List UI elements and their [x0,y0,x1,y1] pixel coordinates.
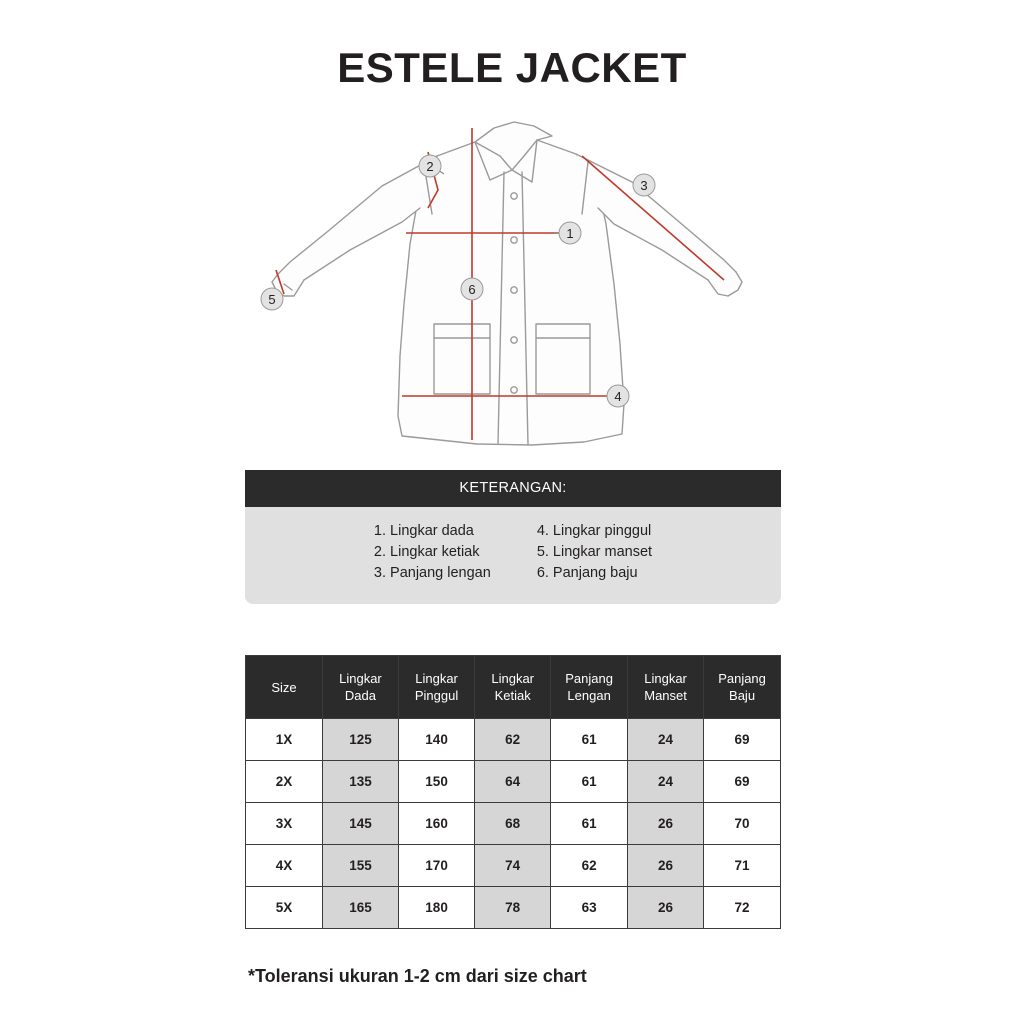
cell-panjang-baju: 71 [704,845,781,887]
column-header-lingkar-pinggul: Lingkar Pinggul [398,656,474,719]
cell-panjang-lengan: 61 [551,803,628,845]
cell-lingkar-ketiak: 68 [475,803,551,845]
cell-panjang-baju: 72 [704,887,781,929]
keterangan-item: 4. Lingkar pinggul [536,523,652,539]
callout-5 [261,288,283,310]
cell-lingkar-pinggul: 180 [398,887,474,929]
cell-lingkar-dada: 145 [322,803,398,845]
table-row [246,761,781,803]
cell-size: 1X [246,719,323,761]
cell-panjang-lengan: 61 [551,761,628,803]
cell-lingkar-ketiak: 74 [475,845,551,887]
table-header-row [246,656,781,719]
table-row [246,719,781,761]
column-header-lingkar-manset: Lingkar Manset [628,656,704,719]
cell-size: 3X [246,803,323,845]
keterangan-item: 3. Panjang lengan [373,565,491,581]
callout-2 [419,155,441,177]
tolerance-note: *Toleransi ukuran 1-2 cm dari size chart [248,966,587,986]
keterangan-item: 1. Lingkar dada [373,523,474,539]
cell-panjang-baju: 70 [704,803,781,845]
column-header-lingkar-ketiak: Lingkar Ketiak [475,656,551,719]
callout-5-label: 5 [268,292,276,307]
cell-lingkar-pinggul: 140 [398,719,474,761]
cell-size: 2X [246,761,323,803]
keterangan-item: 5. Lingkar manset [536,544,653,560]
keterangan-item: 6. Panjang baju [536,565,638,581]
cell-size: 4X [246,845,323,887]
cell-lingkar-pinggul: 170 [398,845,474,887]
cell-panjang-lengan: 61 [551,719,628,761]
callout-6-label: 6 [468,282,476,297]
cell-panjang-lengan: 62 [551,845,628,887]
cell-lingkar-manset: 26 [628,845,704,887]
keterangan-panel [245,470,781,604]
column-header-panjang-lengan: Panjang Lengan [551,656,628,719]
cell-lingkar-manset: 26 [628,887,704,929]
callout-6 [461,278,483,300]
callout-1-label: 1 [566,226,574,241]
column-header-panjang-baju: Panjang Baju [704,656,781,719]
keterangan-column-right [537,521,652,584]
column-header-size: Size [246,656,323,719]
cell-lingkar-dada: 165 [322,887,398,929]
cell-lingkar-ketiak: 62 [475,719,551,761]
column-header-lingkar-dada: Lingkar Dada [322,656,398,719]
callout-4-label: 4 [614,389,622,404]
cell-size: 5X [246,887,323,929]
keterangan-column-left [374,521,491,584]
callout-4 [607,385,629,407]
cell-lingkar-pinggul: 150 [398,761,474,803]
cell-panjang-lengan: 63 [551,887,628,929]
page-title: ESTELE JACKET [337,44,687,91]
table-row [246,845,781,887]
cell-lingkar-ketiak: 64 [475,761,551,803]
callout-1 [559,222,581,244]
cell-lingkar-manset: 26 [628,803,704,845]
size-chart-table [245,655,781,929]
cell-lingkar-ketiak: 78 [475,887,551,929]
cell-panjang-baju: 69 [704,719,781,761]
keterangan-body [245,507,781,604]
callout-3-label: 3 [640,178,648,193]
cell-lingkar-manset: 24 [628,719,704,761]
jacket-technical-drawing [232,104,792,454]
callout-3 [633,174,655,196]
callout-2-label: 2 [426,159,434,174]
table-row [246,803,781,845]
table-row [246,887,781,929]
cell-panjang-baju: 69 [704,761,781,803]
keterangan-item: 2. Lingkar ketiak [373,544,480,560]
keterangan-heading: KETERANGAN: [245,470,781,507]
cell-lingkar-pinggul: 160 [398,803,474,845]
cell-lingkar-dada: 135 [322,761,398,803]
cell-lingkar-manset: 24 [628,761,704,803]
cell-lingkar-dada: 125 [322,719,398,761]
cell-lingkar-dada: 155 [322,845,398,887]
